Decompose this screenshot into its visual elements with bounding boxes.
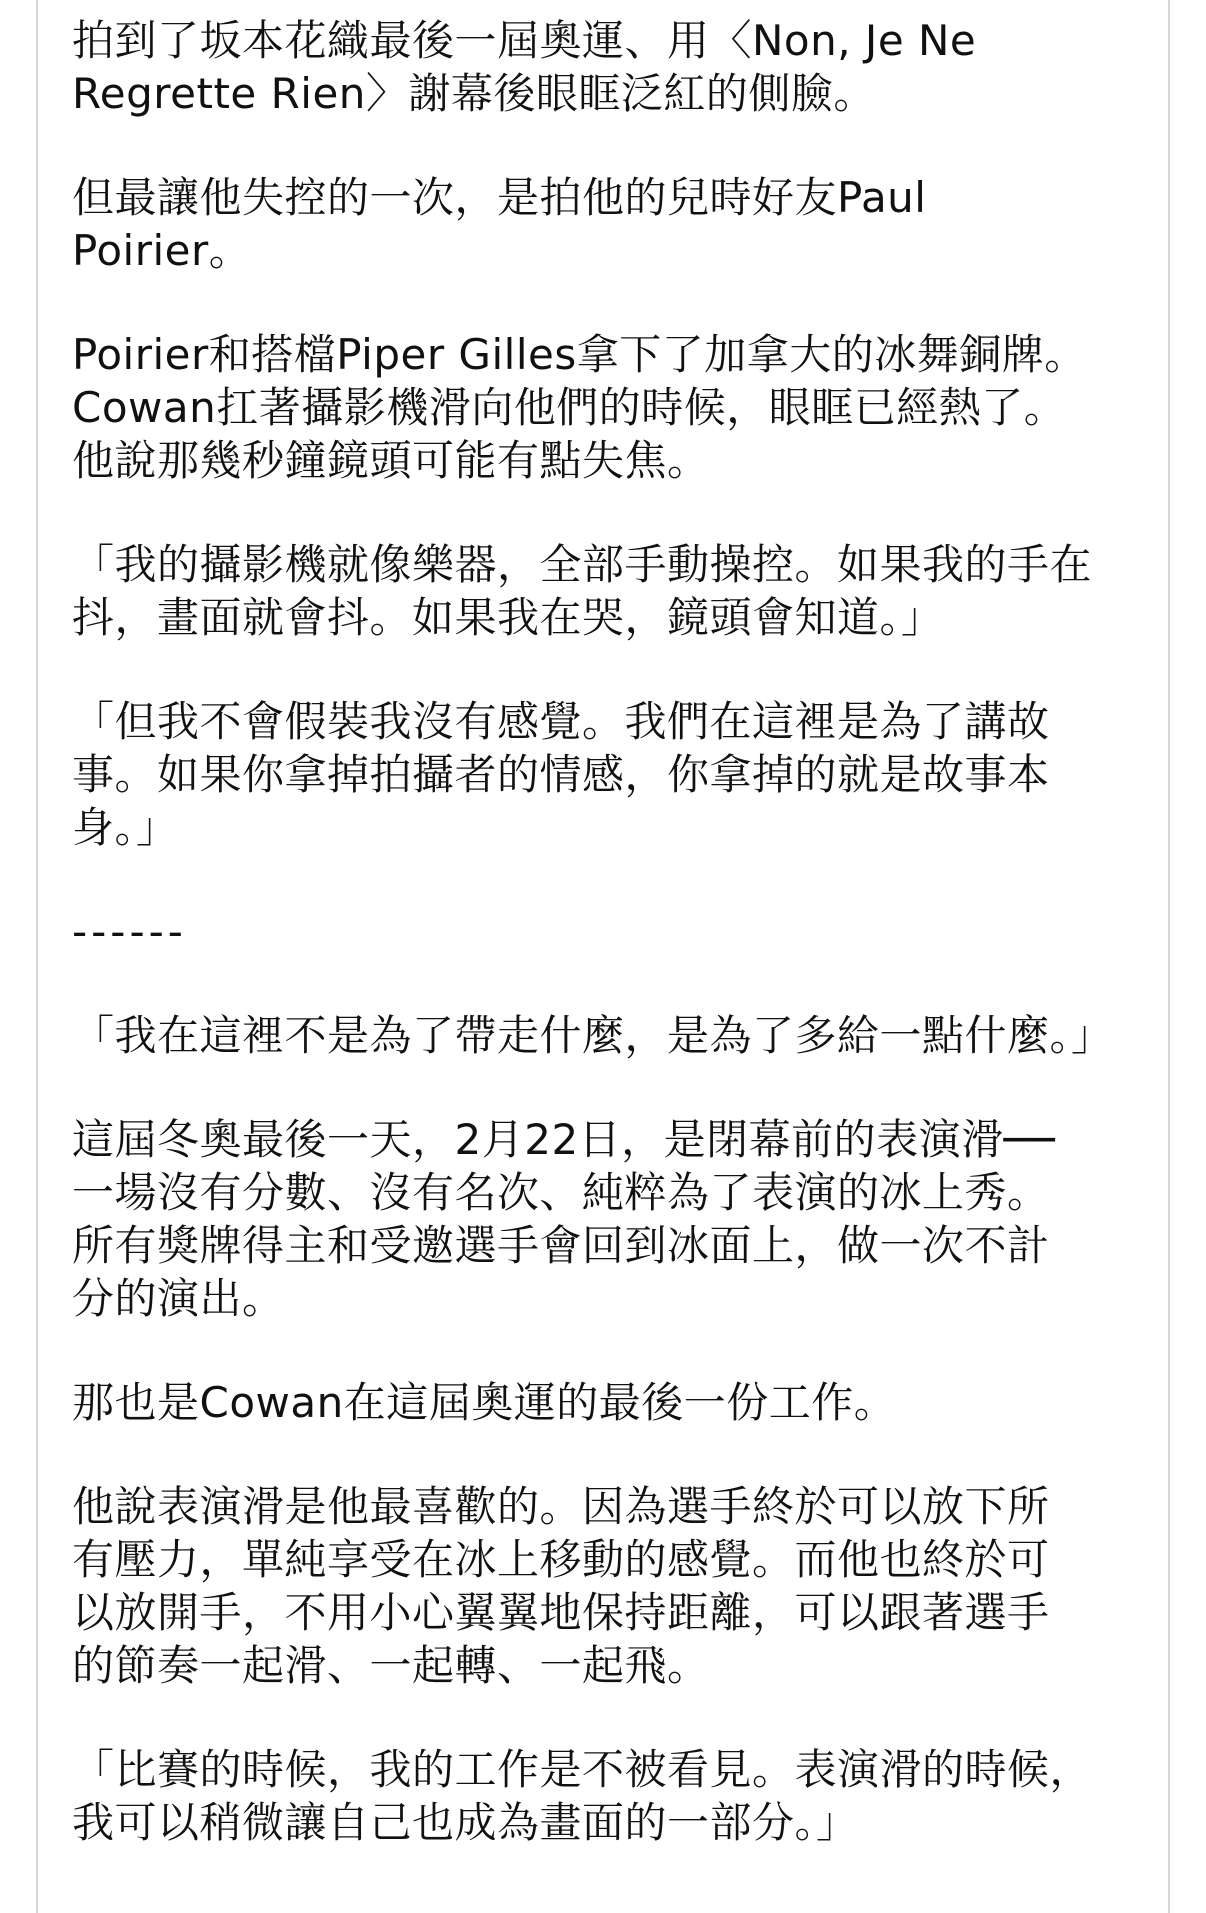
paragraph-10-quote: 「比賽的時候，我的工作是不被看見。表演滑的時候， 我可以稍微讓自己也成為畫面的一部分。」 [72, 1745, 1093, 1847]
paragraph-2: 但最讓他失控的一次，是拍他的兒時好友Paul Poirier。 [72, 173, 927, 275]
paragraph-3: Poirier和搭檔Piper Gilles拿下了加拿大的冰舞銅牌。 Cowan扛著攝影機滑向他們的時候，眼眶已經熱了。 他說那幾秒鐘鏡頭可能有點失焦。 [72, 330, 1087, 485]
left-border-line [36, 0, 38, 1913]
section-divider: ------ [72, 907, 187, 956]
paragraph-5-quote: 「但我不會假裝我沒有感覺。我們在這裡是為了講故 事。如果你拿掉拍攝者的情感，你拿掉的就是故事本 身。」 [72, 697, 1050, 852]
paragraph-9: 他說表演滑是他最喜歡的。因為選手終於可以放下所 有壓力，單純享受在冰上移動的感覺。而他也終於可 以放開手，不用小心翼翼地保持距離，可以跟著選手 的節奏一起滑、一起轉、一起飛。 [72, 1482, 1050, 1690]
right-border-line [1168, 0, 1170, 1913]
article-body [72, 14, 1147, 1900]
paragraph-6-quote: 「我在這裡不是為了帶走什麼，是為了多給一點什麼。」 [72, 1011, 1114, 1060]
paragraph-1: 拍到了坂本花織最後一屆奧運、用〈Non, Je Ne Regrette Rien〉謝幕後眼眶泛紅的側臉。 [72, 16, 977, 118]
paragraph-4-quote: 「我的攝影機就像樂器，全部手動操控。如果我的手在 抖，畫面就會抖。如果我在哭，鏡頭會知道。」 [72, 540, 1093, 642]
paragraph-7: 這屆冬奧最後一天，2月22日，是閉幕前的表演滑── 一場沒有分數、沒有名次、純粹為了表演的冰上秀。 所有獎牌得主和受邀選手會回到冰面上，做一次不計 分的演出。 [72, 1115, 1056, 1323]
paragraph-8: 那也是Cowan在這屆奧運的最後一份工作。 [72, 1378, 897, 1427]
